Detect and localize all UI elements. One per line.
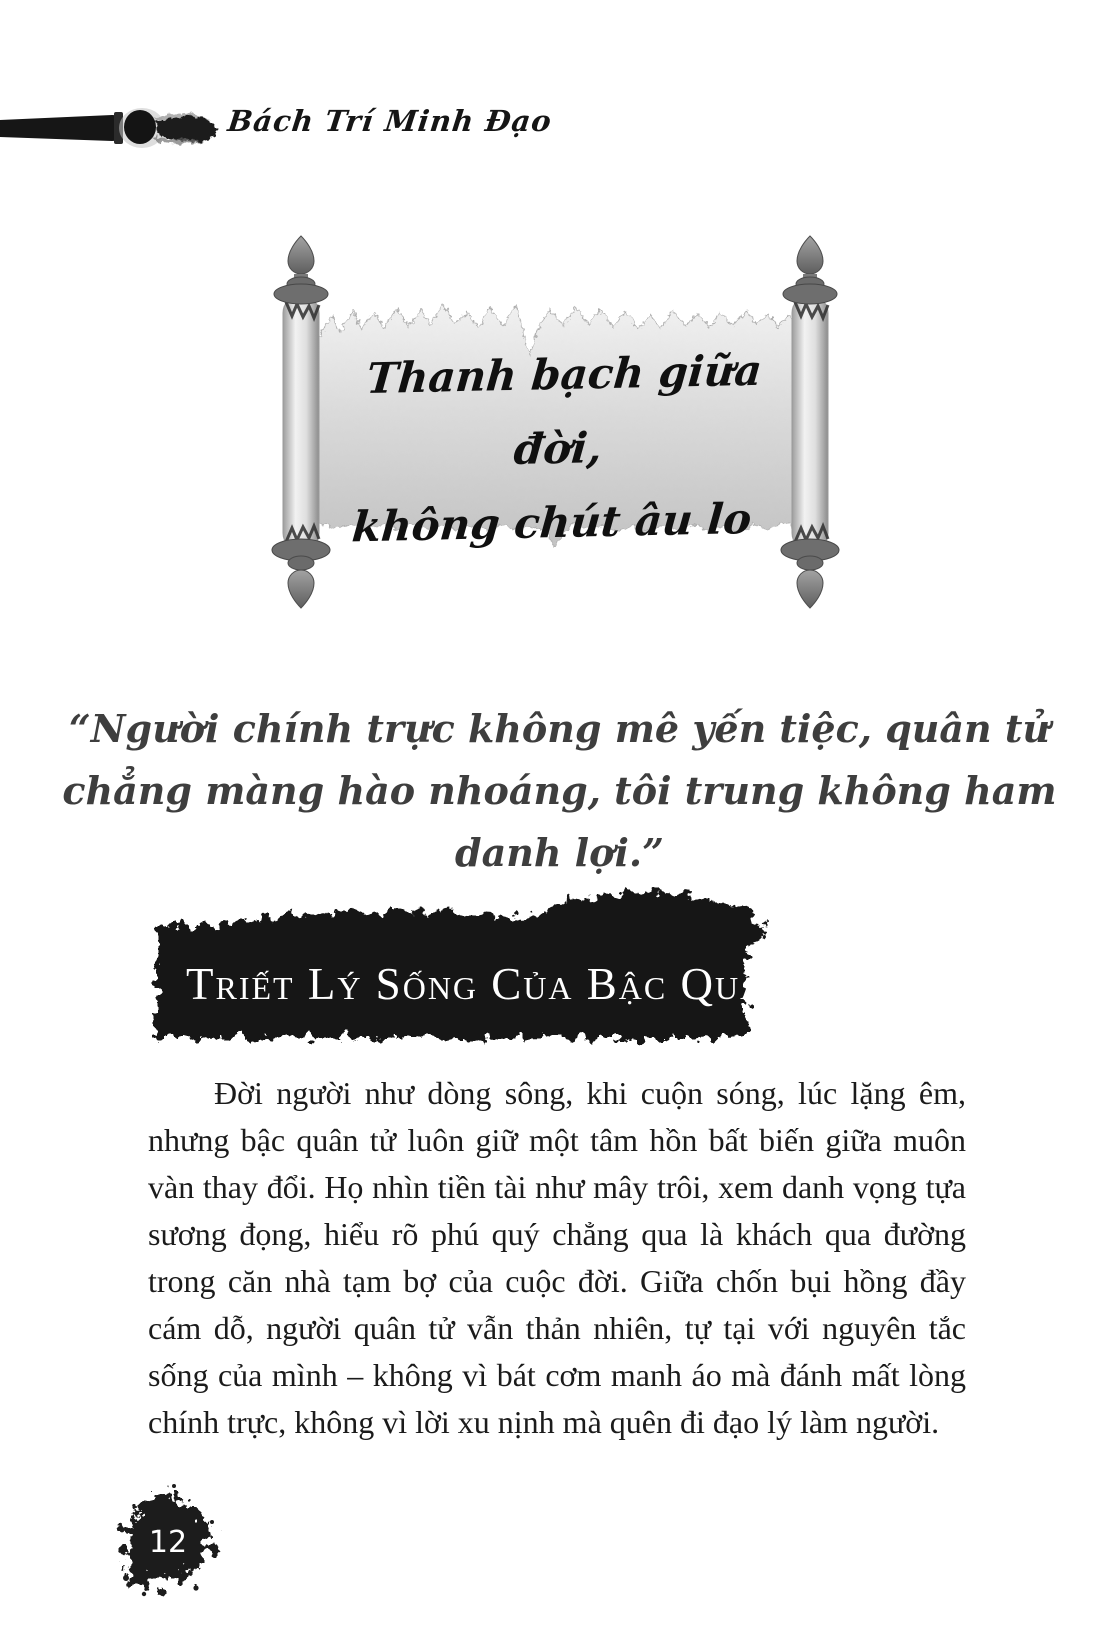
quote-line3: danh lợi.” <box>455 830 664 875</box>
section-heading-banner <box>140 870 860 1065</box>
scroll-caption-line2: không chút âu lo <box>350 493 754 552</box>
page-header <box>0 96 1119 166</box>
ink-brush-icon <box>0 96 222 160</box>
scroll-illustration <box>258 232 858 612</box>
scroll-caption-line1: Thanh bạch giữa đời, <box>364 345 764 474</box>
scroll-finial-top-right <box>783 236 837 304</box>
page-number: 12 <box>148 1524 188 1560</box>
epigraph-quote <box>0 698 1119 884</box>
scroll-finial-top-left <box>274 236 328 304</box>
scroll-caption <box>309 333 808 565</box>
book-title: Bách Trí Minh Đạo <box>225 104 554 138</box>
quote-line1: “Người chính trực không mê yến tiệc, quân tử <box>68 706 1051 751</box>
body-paragraph: Đời người như dòng sông, khi cuộn sóng, lúc lặng êm, nhưng bậc quân tử luôn giữ một tâm hồn bất biến giữa muôn vàn thay đổi. Họ nhìn tiền tài như mây trôi, xem danh vọng tựa sương đọng, hiểu rõ phú quý chẳng qua là khách qua đường trong căn nhà tạm bợ của cuộc đời. Giữa chốn bụi hồng đầy cám dỗ, người quân tử vẫn thản nhiên, tự tại với nguyên tắc sống của mình – không vì bát cơm manh áo mà đánh mất lòng chính trực, không vì lời xu nịnh mà quên đi đạo lý làm người. <box>148 1075 966 1440</box>
quote-line2: chẳng màng hào nhoáng, tôi trung không ham <box>62 768 1057 813</box>
scroll-finial-bottom-right <box>781 539 839 608</box>
section-heading: Triết Lý Sống Của Bậc Quân Tử <box>186 959 860 1009</box>
page-number-blob <box>100 1478 250 1628</box>
